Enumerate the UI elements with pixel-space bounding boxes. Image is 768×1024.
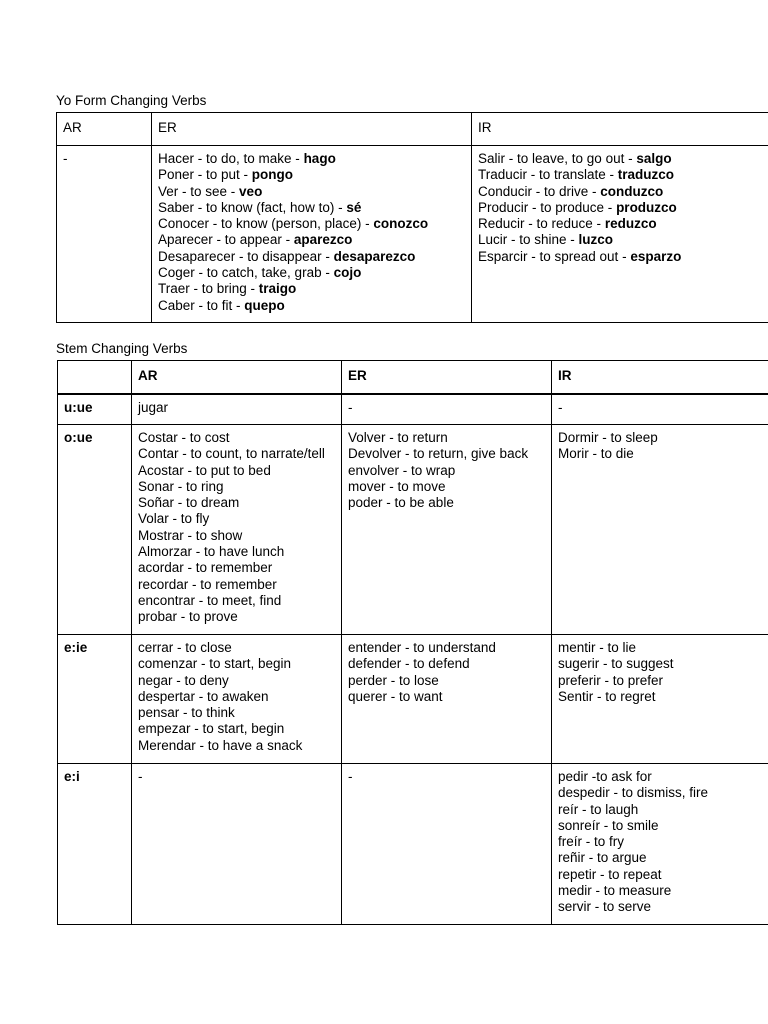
verb-entry: mover - to move: [348, 478, 446, 494]
verb-definition: Salir - to leave, to go out -: [478, 151, 637, 166]
er-cell: [342, 764, 552, 925]
stem-change-label: e:ie: [58, 635, 132, 764]
yo-form: pongo: [251, 167, 294, 183]
stem-changing-title: Stem Changing Verbs: [56, 341, 188, 356]
verb-entry: Mostrar - to show: [138, 527, 243, 543]
verb-entry: [158, 216, 465, 232]
yo-form: traduzco: [617, 167, 675, 183]
yo-form: produzco: [616, 199, 677, 215]
verb-entry: [478, 167, 768, 183]
ir-cell: [552, 394, 768, 425]
verb-entry: medir - to measure: [558, 883, 672, 899]
verb-entry: defender - to defend: [348, 656, 470, 672]
ir-cell: [552, 764, 768, 925]
yo-ar-cell: -: [57, 146, 152, 323]
verb-entry: querer - to want: [348, 688, 443, 704]
verb-entry: Sentir - to regret: [558, 688, 656, 704]
yo-form: salgo: [636, 151, 672, 166]
ir-cell: [552, 425, 768, 635]
verb-definition: Conducir - to drive -: [478, 183, 601, 199]
table-header-row: [57, 113, 768, 146]
verb-entry: Volver - to return: [348, 430, 448, 445]
yo-form: conozco: [373, 216, 429, 232]
verb-entry: [158, 281, 465, 297]
yo-form: esparzo: [630, 248, 682, 264]
yo-ir-cell: [472, 146, 768, 323]
verb-entry: empezar - to start, begin: [138, 721, 285, 737]
verb-definition: Ver - to see -: [158, 183, 240, 199]
verb-entry: envolver - to wrap: [348, 462, 456, 478]
verb-entry: encontrar - to meet, find: [138, 592, 282, 608]
verb-entry: Sonar - to ring: [138, 478, 224, 494]
verb-entry: [158, 265, 465, 281]
column-header-er: ER: [152, 113, 472, 146]
verb-entry: Acostar - to put to bed: [138, 462, 271, 478]
table-row: [58, 635, 768, 764]
verb-entry: mentir - to lie: [558, 640, 637, 655]
verb-entry: comenzar - to start, begin: [138, 656, 292, 672]
ar-cell: [132, 394, 342, 425]
verb-definition: Poner - to put -: [158, 167, 252, 183]
verb-entry: [158, 232, 465, 248]
yo-form: hago: [303, 151, 336, 166]
verb-definition: Lucir - to shine -: [478, 232, 579, 248]
stem-change-label: u:ue: [58, 394, 132, 425]
table-row: [58, 425, 768, 635]
verb-entry: -: [138, 769, 143, 784]
verb-entry: [478, 184, 768, 200]
yo-form: aparezco: [293, 232, 353, 248]
yo-form-title: Yo Form Changing Verbs: [56, 93, 207, 108]
verb-entry: reír - to laugh: [558, 801, 639, 817]
verb-entry: [158, 184, 465, 200]
verb-entry: preferir - to prefer: [558, 672, 664, 688]
verb-entry: [158, 298, 465, 314]
verb-entry: -: [348, 769, 353, 784]
verb-entry: probar - to prove: [138, 609, 238, 625]
verb-entry: despedir - to dismiss, fire: [558, 785, 709, 801]
verb-entry: repetir - to repeat: [558, 866, 662, 882]
verb-definition: Esparcir - to spread out -: [478, 248, 631, 264]
verb-entry: Volar - to fly: [138, 511, 210, 527]
er-cell: [342, 635, 552, 764]
verb-entry: Devolver - to return, give back: [348, 446, 529, 462]
verb-entry: freír - to fry: [558, 834, 625, 850]
verb-entry: Morir - to die: [558, 446, 634, 462]
table-row: [58, 394, 768, 425]
verb-definition: Hacer - to do, to make -: [158, 151, 304, 166]
verb-entry: despertar - to awaken: [138, 688, 269, 704]
verb-entry: jugar: [138, 400, 169, 415]
verb-definition: Aparecer - to appear -: [158, 232, 294, 248]
column-header-ar: AR: [57, 113, 152, 146]
verb-entry: cerrar - to close: [138, 640, 232, 655]
verb-entry: Dormir - to sleep: [558, 430, 658, 445]
verb-definition: Producir - to produce -: [478, 199, 617, 215]
verb-entry: perder - to lose: [348, 672, 439, 688]
verb-entry: negar - to deny: [138, 672, 229, 688]
verb-entry: [158, 249, 465, 265]
column-header-er: ER: [342, 361, 552, 395]
verb-entry: acordar - to remember: [138, 560, 273, 576]
verb-entry: sonreír - to smile: [558, 817, 659, 833]
verb-entry: -: [558, 400, 563, 415]
yo-form: desaparezco: [333, 248, 416, 264]
verb-entry: -: [348, 400, 353, 415]
ir-cell: [552, 635, 768, 764]
verb-entry: Almorzar - to have lunch: [138, 544, 285, 560]
column-header-blank: [58, 361, 132, 395]
verb-definition: Traducir - to translate -: [478, 167, 618, 183]
ar-cell: [132, 635, 342, 764]
verb-definition: Conocer - to know (person, place) -: [158, 216, 374, 232]
stem-changing-table: [57, 360, 768, 925]
table-header-row: [58, 361, 768, 395]
yo-form: luzco: [578, 232, 614, 248]
yo-form: traigo: [258, 281, 297, 297]
verb-entry: Costar - to cost: [138, 430, 230, 445]
column-header-ar: AR: [132, 361, 342, 395]
ar-cell: [132, 764, 342, 925]
verb-entry: pensar - to think: [138, 705, 235, 721]
verb-entry: [478, 216, 768, 232]
yo-form: veo: [239, 183, 263, 199]
verb-entry: Merendar - to have a snack: [138, 737, 303, 753]
verb-definition: Saber - to know (fact, how to) -: [158, 199, 347, 215]
stem-change-label: o:ue: [58, 425, 132, 635]
table-row: [58, 764, 768, 925]
verb-entry: poder - to be able: [348, 495, 454, 511]
yo-form: conduzco: [600, 183, 664, 199]
yo-form: cojo: [333, 265, 362, 281]
verb-entry: [158, 200, 465, 216]
yo-form-table: [56, 112, 768, 323]
er-cell: [342, 425, 552, 635]
verb-entry: servir - to serve: [558, 899, 652, 915]
er-cell: [342, 394, 552, 425]
verb-entry: pedir -to ask for: [558, 769, 652, 784]
verb-definition: Coger - to catch, take, grab -: [158, 265, 334, 281]
verb-entry: [478, 151, 768, 167]
table-row: [57, 146, 768, 323]
verb-entry: [478, 232, 768, 248]
verb-entry: recordar - to remember: [138, 576, 277, 592]
verb-entry: [158, 167, 465, 183]
verb-entry: sugerir - to suggest: [558, 656, 674, 672]
verb-entry: [478, 249, 768, 265]
verb-definition: Desaparecer - to disappear -: [158, 248, 334, 264]
ar-cell: [132, 425, 342, 635]
yo-form: quepo: [244, 297, 285, 313]
verb-definition: Caber - to fit -: [158, 297, 245, 313]
verb-entry: entender - to understand: [348, 640, 496, 655]
yo-er-cell: [152, 146, 472, 323]
verb-entry: [478, 200, 768, 216]
stem-change-label: e:i: [58, 764, 132, 925]
column-header-ir: IR: [552, 361, 768, 395]
verb-entry: Soñar - to dream: [138, 495, 240, 511]
verb-entry: reñir - to argue: [558, 850, 647, 866]
verb-entry: Contar - to count, to narrate/tell: [138, 446, 325, 462]
yo-form: sé: [346, 199, 362, 215]
yo-form: reduzco: [604, 216, 657, 232]
verb-definition: Reducir - to reduce -: [478, 216, 605, 232]
column-header-ir: IR: [472, 113, 768, 146]
verb-definition: Traer - to bring -: [158, 281, 259, 297]
verb-entry: [158, 151, 465, 167]
